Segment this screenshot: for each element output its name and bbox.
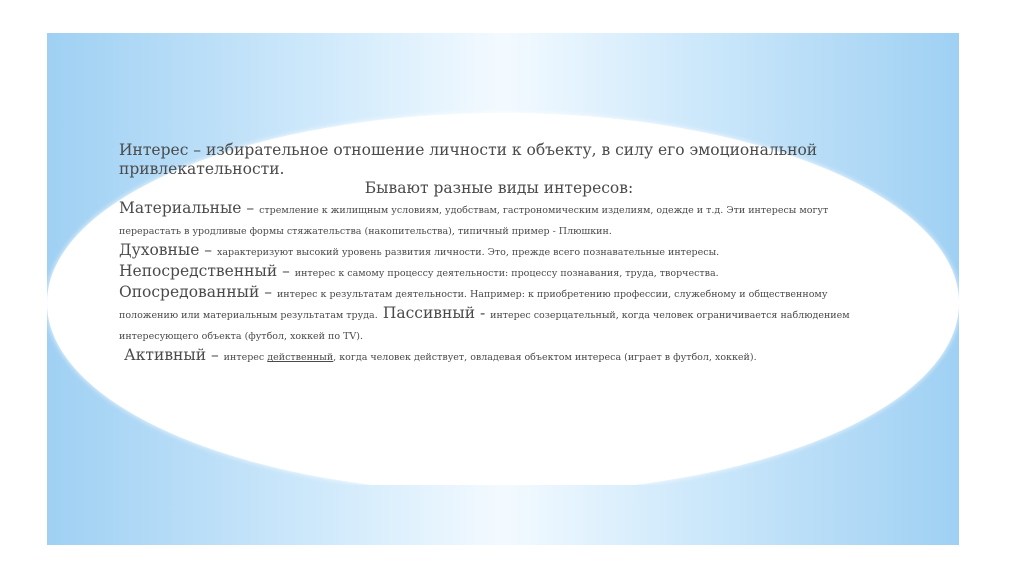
description-passive: интерес созерцательный, когда человек ограничивается наблюдением интересующего объекта (футбол, хоккей по TV).	[119, 310, 850, 342]
dash: –	[277, 262, 295, 280]
description-spiritual: характеризуют высокий уровень развития личности. Это, прежде всего познавательные интересы.	[216, 247, 720, 258]
term-mediated: Опосредованный	[119, 283, 260, 301]
dash: –	[259, 283, 277, 301]
description-active-underlined: действенный	[267, 352, 334, 363]
description-active-after: , когда человек действует, овладевая объектом интереса (играет в футбол, хоккей).	[333, 352, 757, 363]
list-item-material	[119, 199, 879, 241]
term-spiritual: Духовные	[119, 241, 200, 259]
list-item-direct	[119, 262, 879, 283]
slide-content	[119, 141, 879, 367]
slide	[47, 33, 959, 545]
dash: -	[475, 304, 491, 322]
term-material: Материальные	[119, 199, 242, 217]
term-passive: Пассивный	[382, 304, 476, 322]
list-item-active	[119, 346, 879, 367]
dash: –	[241, 199, 260, 217]
definition-heading: Интерес – избирательное отношение личности к объекту, в силу его эмоциональной привлекательности.	[119, 141, 818, 178]
types-subtitle: Бывают разные виды интересов:	[364, 179, 634, 197]
dash: –	[206, 346, 224, 364]
bottom-band	[47, 485, 959, 545]
term-direct: Непосредственный	[119, 262, 278, 280]
description-material: стремление к жилищным условиям, удобствам, гастрономическим изделиям, одежде и т.д. Эти интересы могут перерастать в уродливые формы стяжательства (накопительства), типичный пример - Плюшкин.	[119, 205, 829, 237]
description-direct: интерес к самому процессу деятельности: процессу познавания, труда, творчества.	[294, 268, 719, 279]
list-item-spiritual	[119, 241, 879, 262]
list-item-mediated	[119, 283, 879, 346]
term-active: Активный	[124, 346, 207, 364]
description-active-before: интерес	[223, 352, 268, 363]
dash: –	[199, 241, 217, 259]
description-mediated: интерес к результатам деятельности. Например: к приобретению профессии, служебному и общественному положению или материальным результатам труда.	[119, 289, 828, 321]
